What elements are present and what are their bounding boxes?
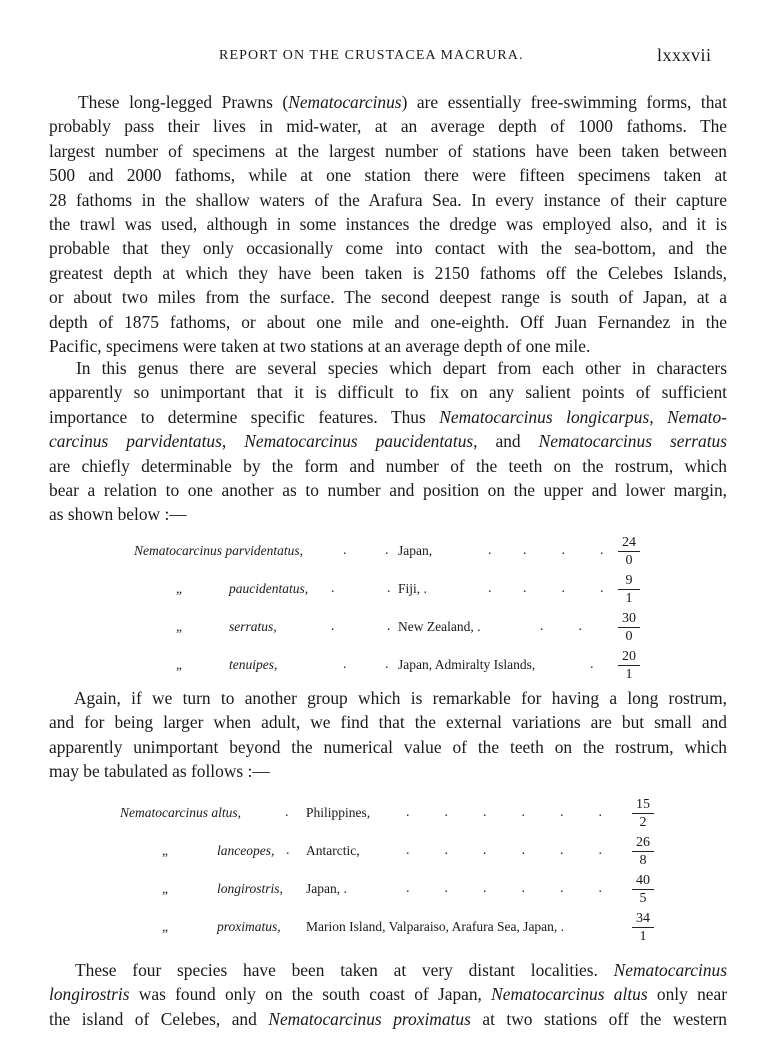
genus-name (134, 543, 303, 559)
ditto-mark: „ (176, 619, 182, 634)
species-name: serratus, (229, 619, 277, 634)
table-row (0, 834, 776, 872)
ditto-mark: „ (162, 881, 168, 896)
leader-dots: . . . . . . (406, 843, 602, 858)
table-row (0, 572, 776, 610)
text-line: These four species have been taken at very distant localities. Nematocarcinus (75, 960, 727, 980)
genus-name-text: Nematocarcinus (134, 543, 222, 558)
paragraph-3 (49, 686, 727, 784)
species-name: longirostris, (217, 881, 283, 896)
lower-teeth: 1 (639, 929, 647, 944)
teeth-fraction (618, 572, 640, 607)
text-line: as shown below :— (49, 504, 187, 525)
upper-teeth: 24 (618, 534, 640, 552)
text-line: probable that they only occasionally come into contact with the sea-bottom, and the (49, 238, 727, 259)
table-row (0, 910, 776, 948)
leader-dots: . (285, 805, 289, 820)
text-line: greatest depth at which they have been taken is 2150 fathoms off the Celebes Islands, (49, 262, 727, 283)
locality: Japan, Admiralty Islands, (398, 657, 536, 672)
teeth-fraction (618, 534, 640, 569)
lower-teeth: 2 (639, 815, 647, 830)
upper-teeth: 30 (618, 610, 640, 628)
locality: New Zealand, . (398, 619, 481, 634)
leader-dots: . (590, 657, 594, 672)
upper-teeth: 20 (618, 648, 640, 666)
paragraph-2 (49, 356, 727, 527)
species-cell (229, 581, 308, 597)
species-name: proximatus, (217, 919, 281, 934)
locality: Philippines, (306, 805, 371, 820)
text-line: 28 fathoms in the shallow waters of the Arafura Sea. In every instance of their capture (49, 189, 727, 210)
species-name: paucidentatus, (229, 581, 309, 596)
teeth-fraction (632, 872, 654, 907)
ditto-mark: „ (162, 919, 168, 934)
species-cell (217, 843, 274, 859)
text-line: depth of 1875 fathoms, or about one mile and one-eighth. Off Juan Fernandez in the (49, 311, 727, 332)
species-name: altus, (211, 805, 242, 820)
leader-dots: . . . . . . (406, 805, 602, 820)
text-line: or about two miles from the surface. The second deepest range is south of Japan, at a (49, 287, 727, 308)
species-name: parvidentatus, (225, 543, 303, 558)
paragraph-1 (49, 90, 727, 358)
lower-teeth: 8 (639, 853, 647, 868)
text-line: Pacific, specimens were taken at two stations at an average depth of one mile. (49, 335, 591, 356)
text-line: longirostris was found only on the south coast of Japan, Nematocarcinus altus only near (49, 984, 727, 1005)
text-line: apparently so unimportant that it is difficult to fix on any salient points of sufficient (49, 382, 727, 403)
leader-dots: . . (331, 581, 391, 596)
running-title: REPORT ON THE CRUSTACEA MACRURA. (219, 48, 524, 63)
table-row (0, 534, 776, 572)
teeth-fraction (618, 648, 640, 683)
locality: Fiji, . (398, 581, 427, 596)
species-cell (229, 657, 277, 673)
leader-dots: . . (343, 543, 389, 558)
leader-dots: . . (540, 619, 582, 634)
leader-dots: . (286, 843, 290, 858)
table-row (0, 796, 776, 834)
species-cell (229, 619, 277, 635)
teeth-fraction (618, 610, 640, 645)
locality: Marion Island, Valparaiso, Arafura Sea, Japan, . (306, 919, 565, 934)
paragraph-4 (49, 958, 727, 1031)
text-line: the island of Celebes, and Nematocarcinus proximatus at two stations off the western (49, 1008, 727, 1029)
text-line: In this genus there are several species which depart from each other in characters (76, 358, 727, 378)
text-line: bear a relation to one another as to number and position on the upper and lower margin, (49, 479, 727, 500)
locality: Antarctic, (306, 843, 360, 858)
text-line: These long-legged Prawns (Nematocarcinus) are essentially free-swimming forms, that (78, 92, 727, 112)
table-row (0, 610, 776, 648)
upper-teeth: 9 (618, 572, 640, 590)
lower-teeth: 5 (639, 891, 647, 906)
lower-teeth: 0 (625, 553, 633, 568)
ditto-mark: „ (176, 581, 182, 596)
lower-teeth: 1 (625, 591, 633, 606)
table-row (0, 872, 776, 910)
teeth-fraction (632, 834, 654, 869)
text-line: apparently unimportant beyond the numerical value of the teeth on the rostrum, which (49, 736, 727, 757)
genus-name (120, 805, 241, 821)
leader-dots: . . . . . . (406, 881, 602, 896)
text-line: Again, if we turn to another group which is remarkable for having a long rostrum, (74, 688, 727, 708)
table-row (0, 648, 776, 686)
leader-dots: . . . . (488, 581, 604, 596)
text-line: 500 and 2000 fathoms, while at one station there were fifteen specimens taken at (49, 165, 727, 186)
upper-teeth: 34 (632, 910, 654, 928)
species-cell (217, 919, 281, 935)
text-line: largest number of specimens at the largest number of stations have been taken between (49, 140, 727, 161)
upper-teeth: 40 (632, 872, 654, 890)
genus-name-text: Nematocarcinus (120, 805, 208, 820)
text-line: may be tabulated as follows :— (49, 761, 270, 782)
species-name: tenuipes, (229, 657, 278, 672)
leader-dots: . . (331, 619, 391, 634)
species-cell (217, 881, 283, 897)
text-line: probably pass their lives in mid-water, at an average depth of 1000 fathoms. The (49, 116, 727, 137)
ditto-mark: „ (176, 657, 182, 672)
lower-teeth: 1 (625, 667, 633, 682)
leader-dots: . . . . (488, 543, 604, 558)
text-line: importance to determine specific features. Thus Nematocarcinus longicarpus, Nemato- (49, 406, 727, 427)
locality: Japan, . (306, 881, 347, 896)
teeth-fraction (632, 796, 654, 831)
lower-teeth: 0 (625, 629, 633, 644)
upper-teeth: 15 (632, 796, 654, 814)
text-line: are chiefly determinable by the form and number of the teeth on the rostrum, which (49, 455, 727, 476)
locality: Japan, (398, 543, 433, 558)
text-line: carcinus parvidentatus, Nematocarcinus paucidentatus, and Nematocarcinus serratus (49, 431, 727, 452)
teeth-fraction (632, 910, 654, 945)
text-line: and for being larger when adult, we find that the external variations are but small and (49, 712, 727, 733)
ditto-mark: „ (162, 843, 168, 858)
species-name: lanceopes, (217, 843, 275, 858)
page-number: lxxxvii (657, 45, 712, 65)
leader-dots: . . (343, 657, 389, 672)
upper-teeth: 26 (632, 834, 654, 852)
page-header (0, 45, 776, 72)
text-line: the trawl was used, although in some instances the dredge was employed also, and it is (49, 213, 727, 234)
